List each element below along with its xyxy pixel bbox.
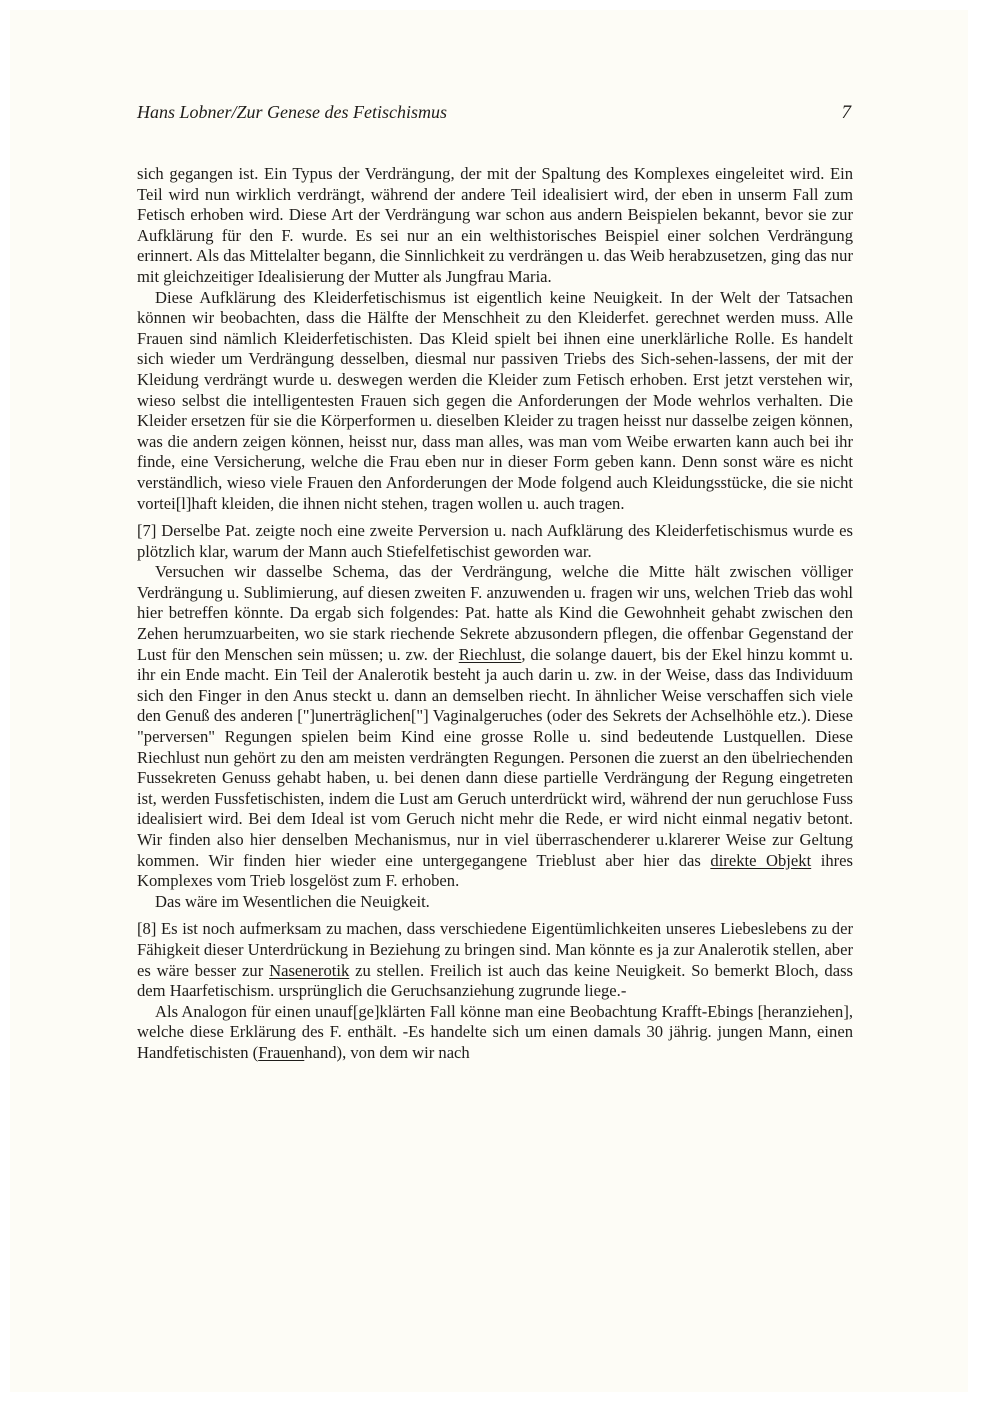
underlined-term: direkte Objekt <box>710 850 812 870</box>
page-number: 7 <box>841 102 851 123</box>
paragraph-p5 <box>137 892 853 913</box>
running-title: Hans Lobner/Zur Genese des Fetischismus <box>137 102 447 122</box>
document-page <box>10 10 968 1392</box>
paragraph-p3 <box>137 521 853 562</box>
text-segment: Als Analogon für einen unauf[ge]klärten Fall könne man eine Beobachtung Krafft-Ebings [heranziehen], welche diese Erklärung des F. enthält. -Es handelte sich um einen damals 30 jährig. jungen Mann, einen Handfetischisten ( <box>137 1001 853 1062</box>
underlined-term: Riechlust <box>458 644 522 664</box>
text-segment: Das wäre im Wesentlichen die Neuigkeit. <box>155 891 430 911</box>
underlined-term: Nasenerotik <box>269 960 350 980</box>
paragraph-p6 <box>137 919 853 1001</box>
text-segment: [7] Derselbe Pat. zeigte noch eine zweite Perversion u. nach Aufklärung des Kleiderfetischismus wurde es plötzlich klar, warum der Mann auch Stiefelfetischist geworden war. <box>137 521 853 561</box>
text-segment: Diese Aufklärung des Kleiderfetischismus ist eigentlich keine Neuigkeit. In der Welt der Tatsachen können wir beobachten, dass die Hälfte der Menschheit zu den Kleiderfet. gerechnet werden muss. Alle Frauen sind nämlich Kleiderfetischisten. Das Kleid spielt bei ihnen eine unerklärliche Rolle. Es handelt sich wieder um Verdrängung desselben, diesmal nur passiven Triebs des Sich-sehen-lassens, der mit der Kleidung verdrängt wurde u. deswegen werden die Kleider zum Fetisch erhoben. Erst jetzt verstehen wir, wieso selbst die intelligentesten Frauen sich gegen die Anforderungen der Mode wehrlos verhalten. Die Kleider ersetzen für sie die Körperformen u. dieselben Kleider zu tragen heisst nur dasselbe zeigen können, was die andern zeigen können, heisst nur, dass man alles, was man vom Weibe erwarten kann auch bei ihr finde, eine Versicherung, welche die Frau eben nur in dieser Form geben kann. Denn sonst wäre es nicht verständlich, wieso viele Frauen den Anforderungen der Mode folgend auch Kleidungsstücke, die sie nicht vortei[l]haft kleiden, die ihnen nicht stehen, tragen wollen u. auch tragen. <box>137 287 853 513</box>
text-segment: [8] Es ist noch aufmerksam zu machen, dass verschiedene Eigentümlichkeiten unseres Liebeslebens zu der Fähigkeit dieser Unterdrückung in Beziehung zu bringen sind. Man könnte es ja zur Analerotik stellen, aber es wäre besser zur <box>137 919 853 980</box>
running-header <box>137 102 851 128</box>
text-segment: sich gegangen ist. Ein Typus der Verdrängung, der mit der Spaltung des Komplexes eingeleitet wird. Ein Teil wird nun wirklich verdrängt, während der andere Teil idealisiert wird, der eben in unserm Fall zum Fetisch erhoben wird. Diese Art der Verdrängung war schon aus andern Beispielen bekannt, bevor sie zur Aufklärung für den F. wurde. Es sei nur an ein welthistorisches Beispiel einer solchen Verdrängung erinnert. Als das Mittelalter begann, die Sinnlichkeit zu verdrängen u. das Weib herabzusetzen, ging das nur mit gleichzeitiger Idealisierung der Mutter als Jungfrau Maria. <box>137 164 853 286</box>
text-segment: hand), von dem wir nach <box>304 1042 470 1062</box>
paragraph-p2 <box>137 288 853 515</box>
text-segment: ihres Komplexes vom Trieb losgelöst zum F. erhoben. <box>137 850 853 891</box>
underlined-term: Frauen <box>258 1042 305 1062</box>
paragraph-p7 <box>137 1002 853 1064</box>
paragraph-p4 <box>137 562 853 892</box>
paragraph-p1 <box>137 164 853 288</box>
text-segment: zu stellen. Freilich ist auch das keine Neuigkeit. So bemerkt Bloch, dass dem Haarfetischism. ursprünglich die Geruchsanziehung zugrunde liege.- <box>137 960 854 1001</box>
body-text <box>137 164 853 1064</box>
text-segment: Versuchen wir dasselbe Schema, das der Verdrängung, welche die Mitte hält zwischen völliger Verdrängung u. Sublimierung, auf diesen zweiten F. anzuwenden u. fragen wir uns, welchen Trieb das wohl hier betreffen könnte. Da ergab sich folgendes: Pat. hatte als Kind die Gewohnheit gehabt zwischen den Zehen herumzuarbeiten, wo sie stark riechende Sekrete abzusondern pflegen, die offenbar Gegenstand der Lust für den Menschen sein müssen; u. zw. der <box>137 562 853 664</box>
text-segment: , die solange dauert, bis der Ekel hinzu kommt u. ihr ein Ende macht. Ein Teil der Analerotik besteht ja auch darin u. zw. in der Weise, dass das Individuum sich den Finger in den Anus steckt u. dann an demselben riecht. In ähnlicher Weise verschaffen sich viele den Genuß des anderen ["]unerträglichen["] Vaginalgeruches (oder des Sekrets der Achselhöhle etz.). Diese "perversen" Regungen spielen beim Kind eine grosse Rolle u. sind bedeutende Lustquellen. Diese Riechlust nun gehört zu den am meisten verdrängten Regungen. Personen die zuerst an den übelriechenden Fussekreten Genuss gehabt haben, u. bei denen dann diese partielle Verdrängung der Regung eingetreten ist, werden Fussfetischisten, indem die Lust am Geruch unterdrückt wird, während der nun geruchlose Fuss idealisiert wird. Bei dem Ideal ist vom Geruch nicht mehr die Rede, er wird nicht einmal negativ betont. Wir finden also hier denselben Mechanismus, nur in viel überraschenderer u.klarerer Weise zur Geltung kommen. Wir finden hier wieder eine untergegangene Trieblust aber hier das <box>137 644 853 870</box>
